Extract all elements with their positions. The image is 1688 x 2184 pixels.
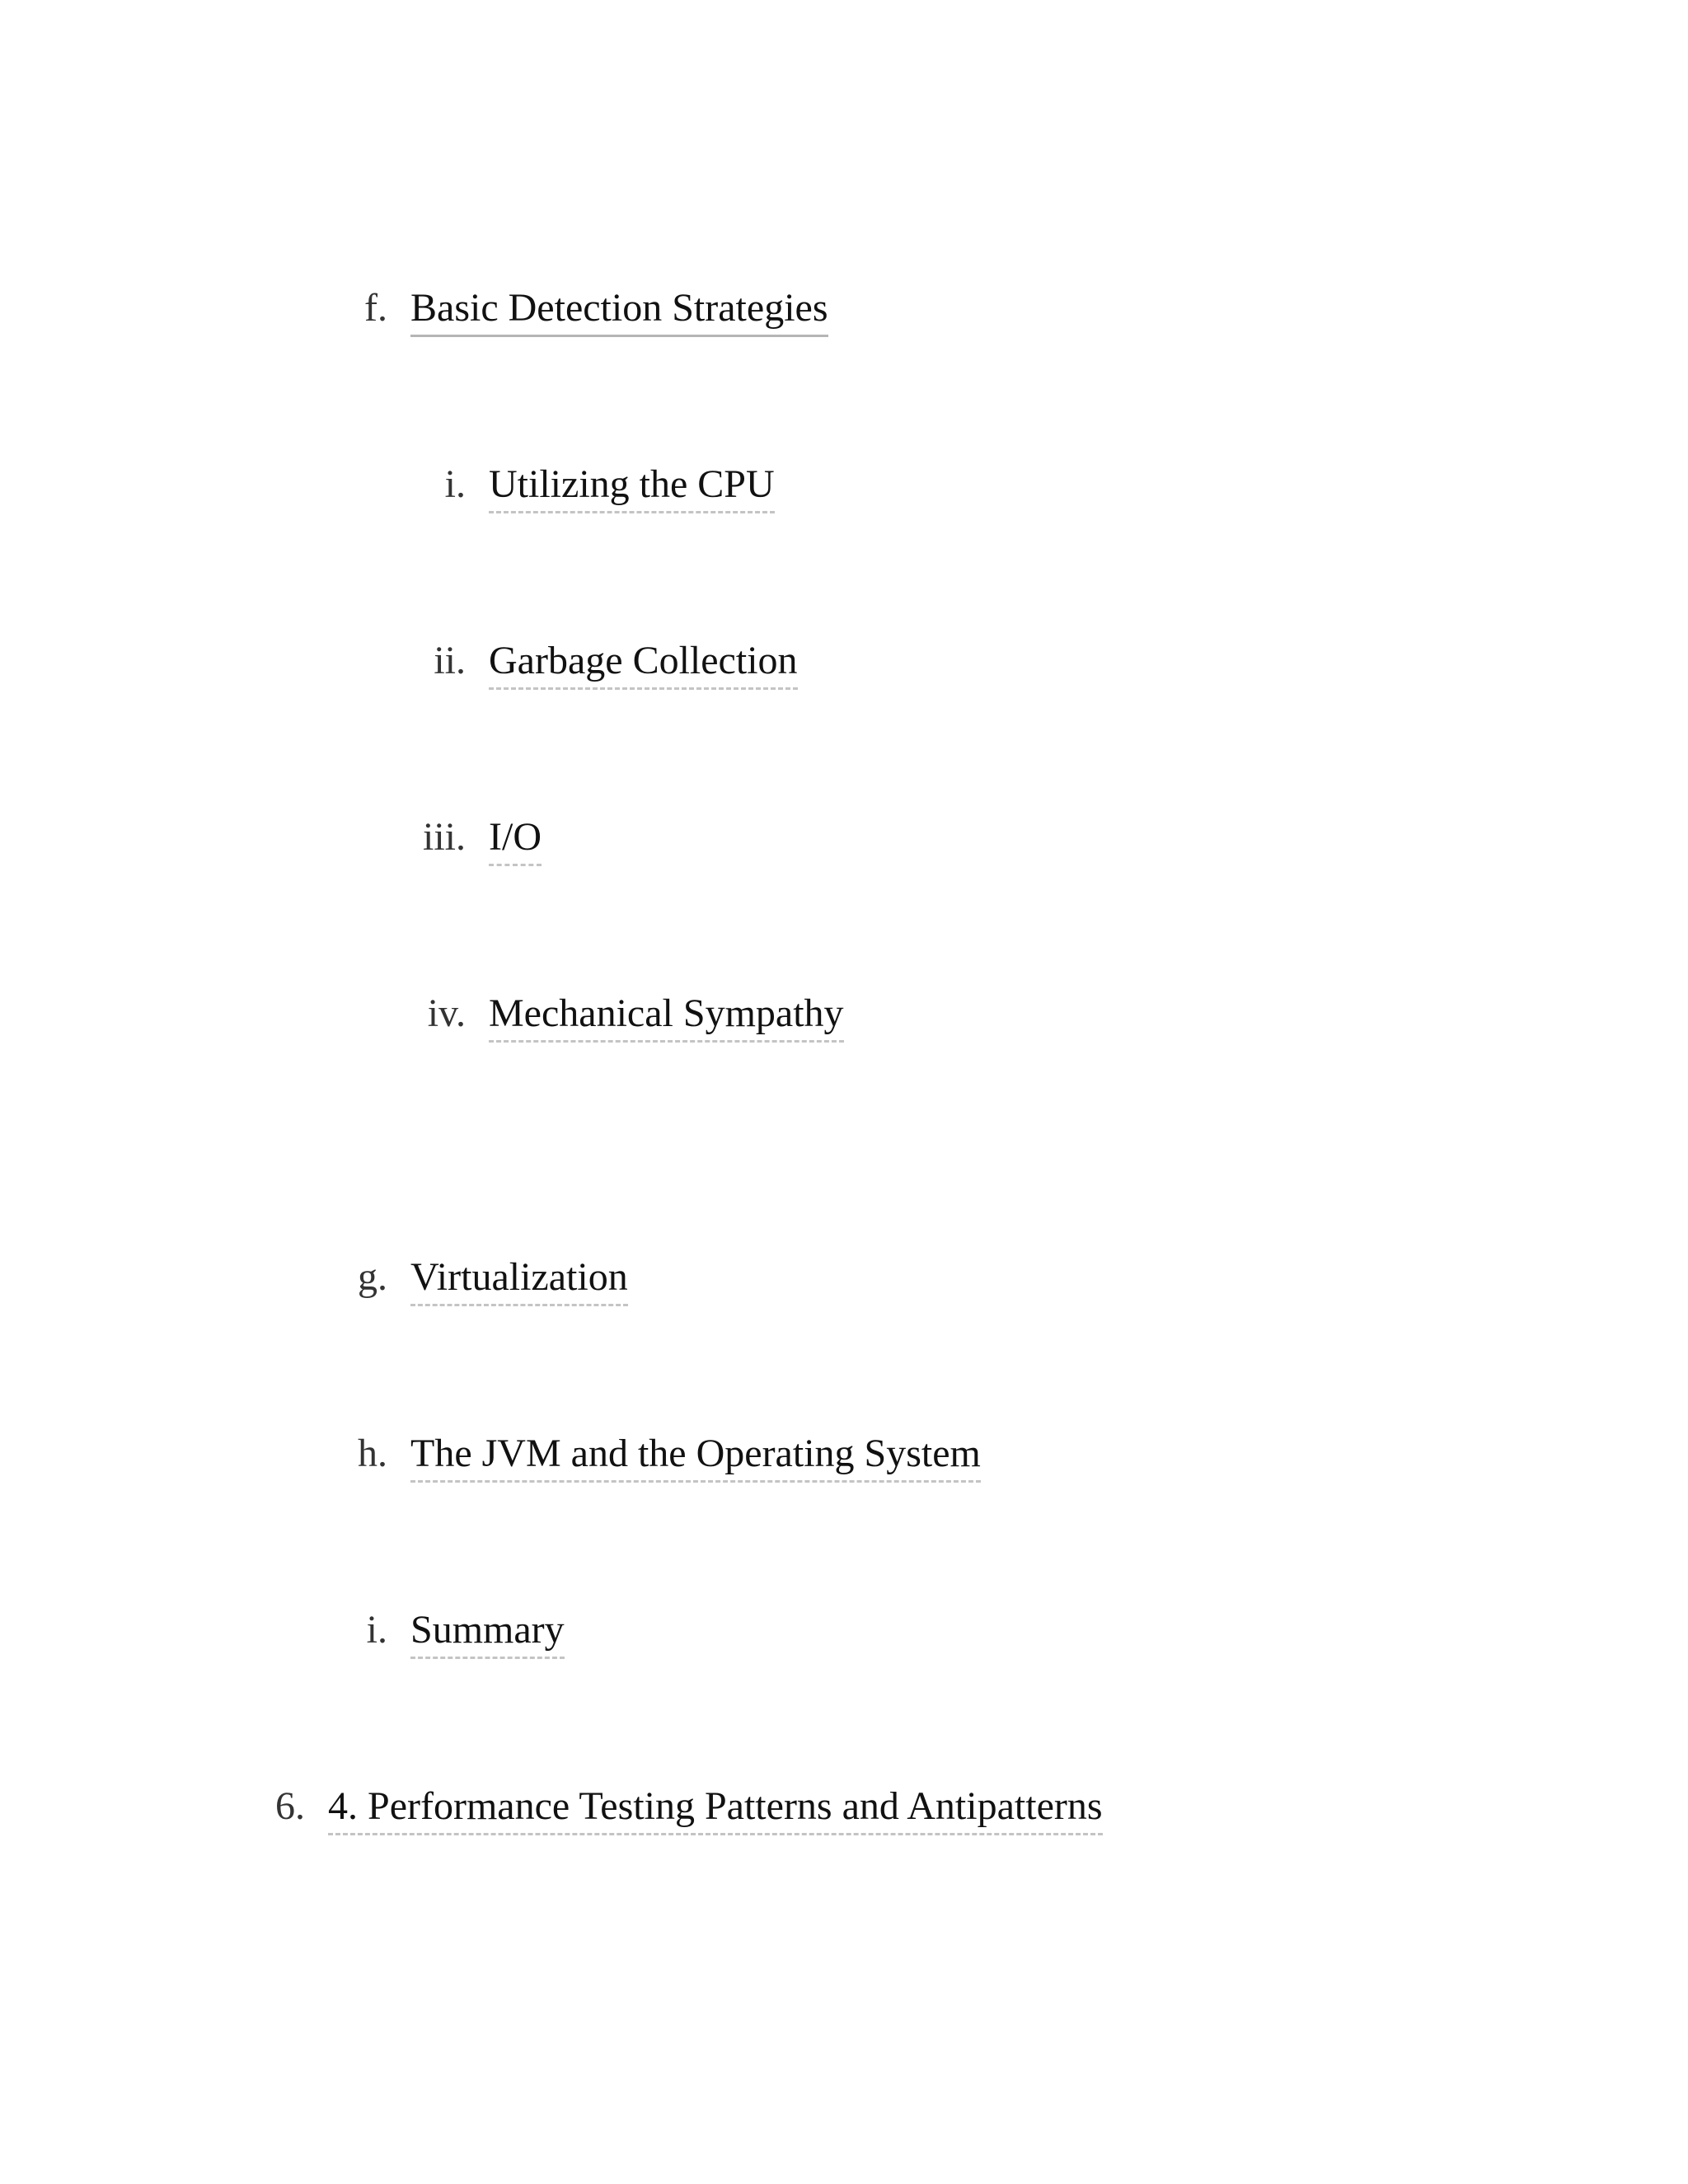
toc-link-basic-detection-strategies[interactable]: Basic Detection Strategies bbox=[410, 284, 828, 337]
toc-link-utilizing-the-cpu[interactable]: Utilizing the CPU bbox=[489, 460, 775, 513]
toc-entry-basic-detection-strategies bbox=[272, 284, 828, 337]
toc-entry-garbage-collection bbox=[334, 636, 798, 690]
list-marker: 6. bbox=[275, 1784, 305, 1828]
toc-entry-jvm-and-os bbox=[272, 1429, 981, 1483]
toc-link-chapter-4[interactable]: 4. Performance Testing Patterns and Antipatterns bbox=[328, 1782, 1103, 1835]
list-marker: i. bbox=[444, 462, 466, 506]
list-marker: g. bbox=[358, 1255, 387, 1299]
toc-link-io[interactable]: I/O bbox=[489, 813, 542, 866]
list-marker: ii. bbox=[434, 639, 466, 682]
toc-entry-utilizing-the-cpu bbox=[334, 460, 775, 513]
toc-link-virtualization[interactable]: Virtualization bbox=[410, 1253, 628, 1306]
toc-entry-chapter-4 bbox=[239, 1782, 1103, 1835]
toc-entry-virtualization bbox=[272, 1253, 628, 1306]
toc-entry-io bbox=[334, 813, 542, 866]
toc-link-summary[interactable]: Summary bbox=[410, 1605, 565, 1659]
toc-link-garbage-collection[interactable]: Garbage Collection bbox=[489, 636, 798, 690]
toc-link-mechanical-sympathy[interactable]: Mechanical Sympathy bbox=[489, 989, 844, 1043]
list-marker: h. bbox=[358, 1432, 387, 1475]
list-marker: i. bbox=[366, 1608, 387, 1652]
toc-entry-mechanical-sympathy bbox=[334, 989, 844, 1043]
toc-entry-summary bbox=[272, 1605, 565, 1659]
toc-link-jvm-and-os[interactable]: The JVM and the Operating System bbox=[410, 1429, 981, 1483]
list-marker: f. bbox=[364, 286, 387, 330]
list-marker: iv. bbox=[427, 991, 466, 1035]
list-marker: iii. bbox=[422, 815, 466, 859]
